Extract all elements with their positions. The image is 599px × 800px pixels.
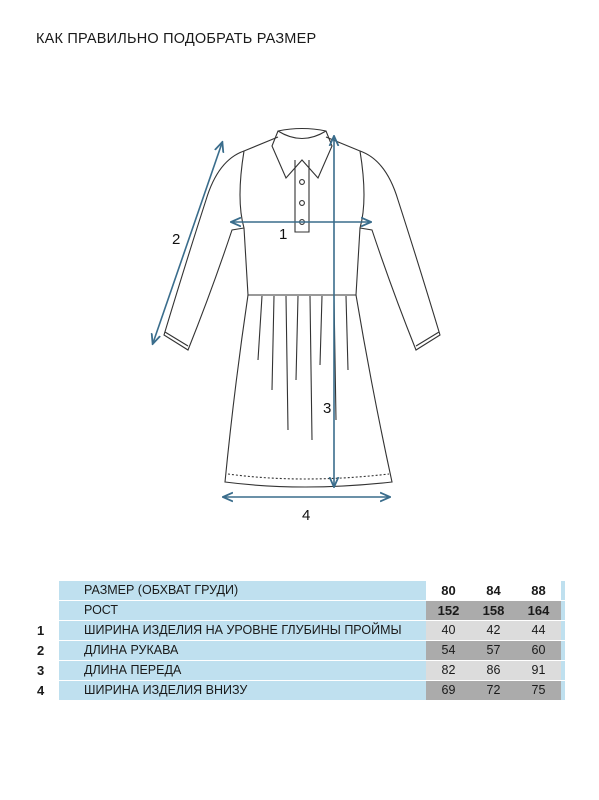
row-value: 42 <box>471 621 516 641</box>
row-value: 54 <box>426 641 471 661</box>
row-value: 57 <box>471 641 516 661</box>
measure-label-3: 3 <box>323 400 332 417</box>
row-number: 4 <box>37 683 45 698</box>
height-label: РОСТ <box>59 601 420 621</box>
table-row <box>37 681 565 701</box>
table-row <box>37 641 565 661</box>
size-header-row <box>37 581 565 601</box>
height-row <box>37 601 565 621</box>
size-88: 88 <box>516 581 561 601</box>
table-row <box>37 661 565 681</box>
measure-line-2 <box>153 143 222 343</box>
size-header-label: РАЗМЕР (ОБХВАТ ГРУДИ) <box>59 581 420 601</box>
row-value: 60 <box>516 641 561 661</box>
row-value: 82 <box>426 661 471 681</box>
dress-right-sleeve <box>360 151 440 350</box>
row-label: ШИРИНА ИЗДЕЛИЯ ВНИЗУ <box>59 681 420 701</box>
dress-collar <box>272 129 332 179</box>
size-80: 80 <box>426 581 471 601</box>
row-number: 2 <box>37 643 45 658</box>
row-label: ДЛИНА ПЕРЕДА <box>59 661 420 681</box>
row-value: 75 <box>516 681 561 701</box>
button-2 <box>300 201 305 206</box>
dress-illustration <box>164 129 440 488</box>
height-164: 164 <box>516 601 561 621</box>
row-value: 44 <box>516 621 561 641</box>
row-value: 40 <box>426 621 471 641</box>
measure-label-1: 1 <box>279 226 288 243</box>
row-value: 69 <box>426 681 471 701</box>
measure-label-4: 4 <box>302 507 311 524</box>
size-84: 84 <box>471 581 516 601</box>
dress-left-sleeve <box>164 151 244 350</box>
row-number: 3 <box>37 663 45 678</box>
table-row <box>37 621 565 641</box>
button-1 <box>300 180 305 185</box>
row-value: 86 <box>471 661 516 681</box>
row-label: ШИРИНА ИЗДЕЛИЯ НА УРОВНЕ ГЛУБИНЫ ПРОЙМЫ <box>59 621 420 641</box>
height-152: 152 <box>426 601 471 621</box>
row-label: ДЛИНА РУКАВА <box>59 641 420 661</box>
measurement-lines <box>153 137 389 497</box>
size-table <box>37 581 565 701</box>
dress-skirt <box>225 295 392 487</box>
row-value: 72 <box>471 681 516 701</box>
row-value: 91 <box>516 661 561 681</box>
height-158: 158 <box>471 601 516 621</box>
measure-label-2: 2 <box>172 231 181 248</box>
page-title: КАК ПРАВИЛЬНО ПОДОБРАТЬ РАЗМЕР <box>36 31 317 47</box>
row-number: 1 <box>37 623 45 638</box>
